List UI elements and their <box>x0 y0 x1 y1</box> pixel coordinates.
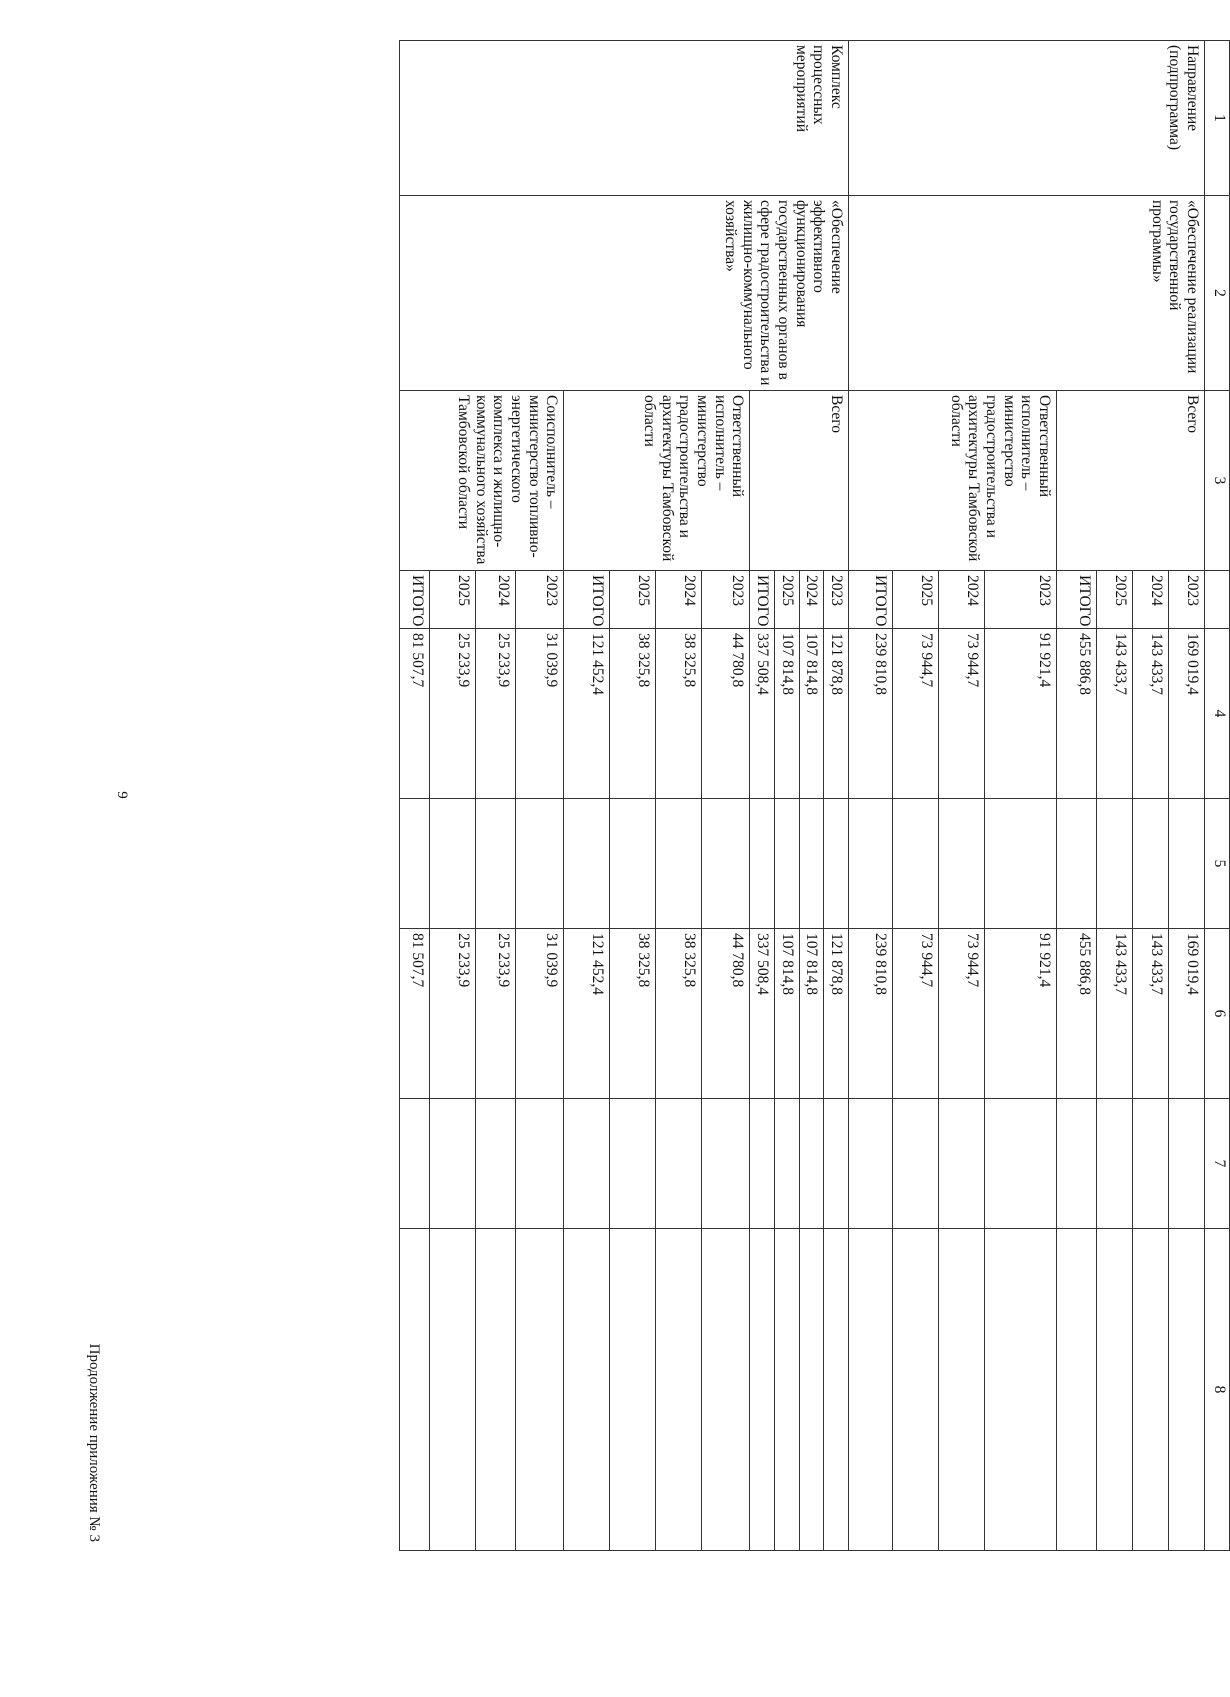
amount-col4-cell: 81 507,7 <box>400 629 430 799</box>
amount-col6-cell: 143 433,7 <box>1133 929 1169 1099</box>
amount-col4-cell: 38 325,8 <box>656 629 702 799</box>
appendix-continuation-note: Продолжение приложения № 3 <box>86 1343 102 1542</box>
year-cell: 2024 <box>1133 571 1169 629</box>
amount-col4-cell: 91 921,4 <box>985 629 1057 799</box>
amount-col4-cell: 239 810,8 <box>849 629 893 799</box>
amount-col4-cell: 25 233,9 <box>430 629 476 799</box>
year-cell: ИТОГО <box>849 571 893 629</box>
year-cell: ИТОГО <box>564 571 610 629</box>
col8-cell <box>849 1229 893 1551</box>
col5-cell <box>849 799 893 929</box>
col8-cell <box>656 1229 702 1551</box>
col8-cell <box>702 1229 750 1551</box>
amount-col6-cell: 121 878,8 <box>824 929 849 1099</box>
header-cell-4 <box>1205 571 1230 629</box>
amount-col4-cell: 25 233,9 <box>476 629 516 799</box>
header-cell-7: 6 <box>1205 929 1230 1099</box>
col7-cell <box>849 1099 893 1229</box>
header-cell-5: 4 <box>1205 629 1230 799</box>
col5-cell <box>564 799 610 929</box>
col5-cell <box>400 799 430 929</box>
year-cell: 2024 <box>939 571 985 629</box>
col8-cell <box>939 1229 985 1551</box>
col7-cell <box>799 1099 824 1229</box>
amount-col4-cell: 107 814,8 <box>775 629 800 799</box>
col7-cell <box>985 1099 1057 1229</box>
col5-cell <box>775 799 800 929</box>
year-cell: 2023 <box>1169 571 1205 629</box>
col5-cell <box>824 799 849 929</box>
year-cell: 2024 <box>476 571 516 629</box>
col7-cell <box>702 1099 750 1229</box>
amount-col6-cell: 25 233,9 <box>430 929 476 1099</box>
year-cell: 2023 <box>702 571 750 629</box>
amount-col6-cell: 337 508,4 <box>750 929 775 1099</box>
col8-cell <box>893 1229 939 1551</box>
col5-cell <box>656 799 702 929</box>
year-cell: 2025 <box>430 571 476 629</box>
row-type-cell: Направление (подпрограмма) <box>849 41 1205 196</box>
program-name-cell: «Обеспечение реализации государственной программы» <box>849 196 1205 391</box>
col7-cell <box>824 1099 849 1229</box>
col8-cell <box>1169 1229 1205 1551</box>
row-type-cell: Комплекс процессных мероприятий <box>400 41 849 196</box>
amount-col6-cell: 81 507,7 <box>400 929 430 1099</box>
year-cell: 2023 <box>985 571 1057 629</box>
executor-cell: Ответственный исполнитель – министерство градостроительства и архитектуры Тамбовской области <box>849 391 1057 571</box>
amount-col6-cell: 169 019,4 <box>1169 929 1205 1099</box>
page-number: 9 <box>114 791 130 799</box>
amount-col4-cell: 44 780,8 <box>702 629 750 799</box>
col8-cell <box>1057 1229 1097 1551</box>
col7-cell <box>775 1099 800 1229</box>
col7-cell <box>656 1099 702 1229</box>
col7-cell <box>476 1099 516 1229</box>
amount-col4-cell: 121 452,4 <box>564 629 610 799</box>
year-cell: 2023 <box>824 571 849 629</box>
col7-cell <box>750 1099 775 1229</box>
amount-col4-cell: 31 039,9 <box>516 629 564 799</box>
amount-col4-cell: 169 019,4 <box>1169 629 1205 799</box>
year-cell: ИТОГО <box>400 571 430 629</box>
header-cell-9: 8 <box>1205 1229 1230 1551</box>
amount-col4-cell: 38 325,8 <box>610 629 656 799</box>
amount-col6-cell: 91 921,4 <box>985 929 1057 1099</box>
col5-cell <box>610 799 656 929</box>
year-cell: 2024 <box>656 571 702 629</box>
amount-col6-cell: 31 039,9 <box>516 929 564 1099</box>
amount-col6-cell: 38 325,8 <box>610 929 656 1099</box>
year-cell: 2024 <box>799 571 824 629</box>
col7-cell <box>939 1099 985 1229</box>
col7-cell <box>516 1099 564 1229</box>
header-cell-3: 3 <box>1205 391 1230 571</box>
col8-cell <box>476 1229 516 1551</box>
header-cell-6: 5 <box>1205 799 1230 929</box>
col5-cell <box>750 799 775 929</box>
year-cell: ИТОГО <box>1057 571 1097 629</box>
year-cell: 2025 <box>893 571 939 629</box>
amount-col6-cell: 121 452,4 <box>564 929 610 1099</box>
col7-cell <box>400 1099 430 1229</box>
executor-cell: Ответственный исполнитель – министерство градостроительства и архитектуры Тамбовской области <box>564 391 750 571</box>
col7-cell <box>1169 1099 1205 1229</box>
table-row <box>1169 41 1205 1551</box>
col5-cell <box>1057 799 1097 929</box>
amount-col6-cell: 44 780,8 <box>702 929 750 1099</box>
executor-cell: Соисполнитель – министерство топливно-энергетического комплекса и жилищно-коммунального хозяйства Тамбовской области <box>400 391 564 571</box>
amount-col6-cell: 107 814,8 <box>799 929 824 1099</box>
rotated-landscape-sheet <box>86 40 1230 1550</box>
executor-cell: Всего <box>750 391 849 571</box>
col5-cell <box>516 799 564 929</box>
col8-cell <box>1133 1229 1169 1551</box>
year-cell: 2025 <box>1097 571 1133 629</box>
year-cell: 2025 <box>610 571 656 629</box>
program-name-cell: «Обеспечение эффективного функционирования государственных органов в сфере градостроительства и жилищно-коммунального хозяйства» <box>400 196 849 391</box>
amount-col4-cell: 73 944,7 <box>893 629 939 799</box>
amount-col4-cell: 455 886,8 <box>1057 629 1097 799</box>
col5-cell <box>476 799 516 929</box>
col8-cell <box>516 1229 564 1551</box>
amount-col4-cell: 337 508,4 <box>750 629 775 799</box>
header-cell-1: 1 <box>1205 41 1230 196</box>
col8-cell <box>985 1229 1057 1551</box>
col7-cell <box>1133 1099 1169 1229</box>
col5-cell <box>1169 799 1205 929</box>
amount-col4-cell: 121 878,8 <box>824 629 849 799</box>
col5-cell <box>1133 799 1169 929</box>
amount-col6-cell: 38 325,8 <box>656 929 702 1099</box>
year-cell: 2025 <box>775 571 800 629</box>
col7-cell <box>1057 1099 1097 1229</box>
col5-cell <box>430 799 476 929</box>
col8-cell <box>564 1229 610 1551</box>
amount-col6-cell: 143 433,7 <box>1097 929 1133 1099</box>
col8-cell <box>610 1229 656 1551</box>
col8-cell <box>400 1229 430 1551</box>
amount-col4-cell: 73 944,7 <box>939 629 985 799</box>
col5-cell <box>939 799 985 929</box>
year-cell: 2023 <box>516 571 564 629</box>
col8-cell <box>775 1229 800 1551</box>
col7-cell <box>893 1099 939 1229</box>
year-cell: ИТОГО <box>750 571 775 629</box>
col7-cell <box>564 1099 610 1229</box>
header-row <box>1205 41 1230 1551</box>
col5-cell <box>702 799 750 929</box>
executor-cell: Всего <box>1057 391 1205 571</box>
col8-cell <box>824 1229 849 1551</box>
col5-cell <box>799 799 824 929</box>
amount-col4-cell: 107 814,8 <box>799 629 824 799</box>
table-row <box>824 41 849 1551</box>
col5-cell <box>1097 799 1133 929</box>
amount-col6-cell: 25 233,9 <box>476 929 516 1099</box>
col8-cell <box>799 1229 824 1551</box>
amount-col4-cell: 143 433,7 <box>1097 629 1133 799</box>
header-cell-2: 2 <box>1205 196 1230 391</box>
col7-cell <box>430 1099 476 1229</box>
col8-cell <box>430 1229 476 1551</box>
amount-col6-cell: 455 886,8 <box>1057 929 1097 1099</box>
col5-cell <box>985 799 1057 929</box>
col8-cell <box>750 1229 775 1551</box>
col8-cell <box>1097 1229 1133 1551</box>
col5-cell <box>893 799 939 929</box>
amount-col6-cell: 73 944,7 <box>939 929 985 1099</box>
amount-col6-cell: 73 944,7 <box>893 929 939 1099</box>
col7-cell <box>1097 1099 1133 1229</box>
col7-cell <box>610 1099 656 1229</box>
amount-col6-cell: 107 814,8 <box>775 929 800 1099</box>
header-cell-8: 7 <box>1205 1099 1230 1229</box>
budget-table <box>399 40 1230 1551</box>
amount-col6-cell: 239 810,8 <box>849 929 893 1099</box>
amount-col4-cell: 143 433,7 <box>1133 629 1169 799</box>
